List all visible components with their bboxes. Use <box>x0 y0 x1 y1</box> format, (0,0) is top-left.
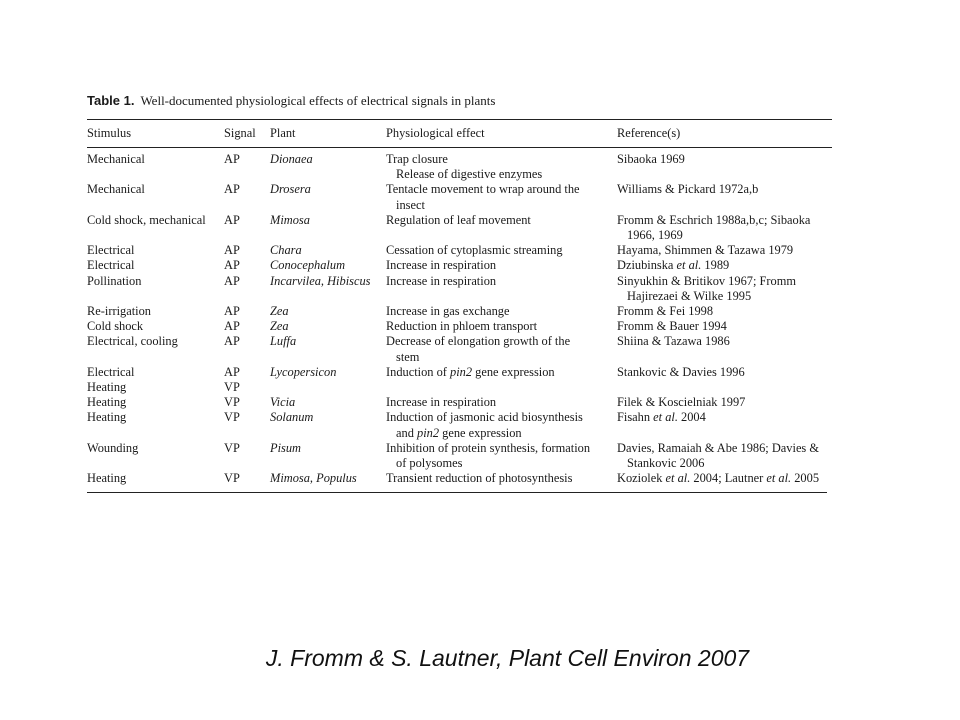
table-row <box>87 243 832 258</box>
cell-reference <box>617 441 832 471</box>
cell-reference-line: Fromm & Eschrich 1988a,b,c; Sibaoka <box>617 212 811 227</box>
cell-effect <box>386 152 617 182</box>
header-signal: Signal <box>224 126 256 140</box>
cell-signal: AP <box>224 152 240 166</box>
cell-reference-line: Fromm & Bauer 1994 <box>617 319 727 334</box>
cell-plant: Zea <box>270 319 289 334</box>
cell-effect <box>386 213 617 243</box>
table-row <box>87 152 832 182</box>
cell-reference-line: Filek & Koscielniak 1997 <box>617 395 746 410</box>
cell-effect-line: Reduction in phloem transport <box>386 319 538 334</box>
cell-plant <box>270 380 386 395</box>
cell-effect-line: Increase in respiration <box>386 395 497 410</box>
cell-reference <box>617 380 832 395</box>
table-row <box>87 258 832 273</box>
cell-plant: Mimosa <box>270 212 310 227</box>
cell-effect-line: Increase in respiration <box>386 273 497 288</box>
cell-effect <box>386 274 617 304</box>
cell-reference <box>617 410 832 440</box>
header-reference: Reference(s) <box>617 126 681 140</box>
cell-signal: AP <box>224 243 240 258</box>
cell-effect <box>386 334 617 364</box>
cell-plant: Lycopersicon <box>270 364 337 379</box>
cell-stimulus: Electrical <box>87 258 135 273</box>
cell-reference <box>617 334 832 364</box>
cell-reference-line: Fromm & Fei 1998 <box>617 304 714 319</box>
cell-plant: Chara <box>270 243 302 258</box>
cell-stimulus: Wounding <box>87 440 139 455</box>
cell-effect-line: stem <box>396 349 420 364</box>
cell-effect-line: Inhibition of protein synthesis, formation <box>386 440 591 455</box>
header-effect: Physiological effect <box>386 126 485 140</box>
table-row <box>87 395 832 410</box>
table-caption <box>87 92 832 110</box>
table-row <box>87 304 832 319</box>
cell-effect-line: Tentacle movement to wrap around the <box>386 182 580 197</box>
cell-reference <box>617 243 832 258</box>
cell-effect-line: Regulation of leaf movement <box>386 212 531 227</box>
cell-stimulus: Heating <box>87 395 127 410</box>
header-stimulus: Stimulus <box>87 126 132 140</box>
table-row <box>87 410 832 440</box>
table-row <box>87 365 832 380</box>
table-body <box>87 148 832 492</box>
cell-signal: VP <box>224 440 240 455</box>
cell-signal: AP <box>224 364 240 379</box>
cell-effect-line: Increase in respiration <box>386 258 497 273</box>
table-row <box>87 182 832 212</box>
cell-plant: Mimosa, Populus <box>270 471 357 486</box>
cell-signal: AP <box>224 182 240 197</box>
table-row <box>87 334 832 364</box>
cell-effect-line: Trap closure <box>386 152 448 166</box>
cell-plant: Incarvilea, Hibiscus <box>270 273 371 288</box>
cell-reference-line: Stankovic 2006 <box>627 456 705 471</box>
cell-plant: Zea <box>270 304 289 319</box>
cell-effect <box>386 365 617 380</box>
cell-plant: Vicia <box>270 395 296 410</box>
cell-effect-line: Induction of jasmonic acid biosynthesis <box>386 410 583 425</box>
cell-signal: AP <box>224 304 240 319</box>
cell-effect-line: Increase in gas exchange <box>386 304 510 319</box>
cell-reference-line: Koziolek et al. 2004; Lautner et al. 2005 <box>617 471 820 486</box>
cell-plant: Pisum <box>270 440 301 455</box>
cell-effect <box>386 395 617 410</box>
cell-reference <box>617 319 832 334</box>
cell-stimulus: Heating <box>87 380 127 395</box>
table-bottom-rule <box>87 492 827 493</box>
cell-reference-line <box>617 380 832 395</box>
cell-effect-line <box>386 380 617 395</box>
table-title: Well-documented physiological effects of electrical signals in plants <box>140 93 496 108</box>
cell-reference-line: Davies, Ramaiah & Abe 1986; Davies & <box>617 440 819 455</box>
cell-signal: VP <box>224 395 240 410</box>
cell-effect <box>386 243 617 258</box>
cell-plant: Drosera <box>270 182 311 197</box>
cell-plant: Solanum <box>270 410 314 425</box>
cell-stimulus: Cold shock <box>87 319 144 334</box>
cell-effect <box>386 441 617 471</box>
cell-reference <box>617 182 832 212</box>
cell-signal: AP <box>224 212 240 227</box>
cell-reference-line: Sinyukhin & Britikov 1967; Fromm <box>617 273 796 288</box>
cell-effect-line: and pin2 gene expression <box>396 425 522 440</box>
table-row <box>87 274 832 304</box>
cell-reference <box>617 152 832 182</box>
cell-stimulus: Heating <box>87 410 127 425</box>
citation: J. Fromm & S. Lautner, Plant Cell Environ 2007 <box>265 645 750 671</box>
cell-stimulus: Cold shock, mechanical <box>87 212 206 227</box>
cell-signal: VP <box>224 410 240 425</box>
cell-signal: VP <box>224 380 240 395</box>
cell-effect <box>386 182 617 212</box>
cell-effect <box>386 471 617 486</box>
cell-reference-line: Dziubinska et al. 1989 <box>617 258 730 273</box>
cell-reference <box>617 213 832 243</box>
cell-plant: Dionaea <box>270 152 313 166</box>
cell-reference-line: Shiina & Tazawa 1986 <box>617 334 730 349</box>
table-header-row <box>87 120 832 147</box>
cell-effect-line: Induction of pin2 gene expression <box>386 364 555 379</box>
table-label: Table 1. <box>87 93 135 108</box>
table-row <box>87 213 832 243</box>
cell-stimulus: Mechanical <box>87 152 145 166</box>
cell-stimulus: Mechanical <box>87 182 145 197</box>
cell-reference-line: Stankovic & Davies 1996 <box>617 364 745 379</box>
cell-reference <box>617 365 832 380</box>
cell-signal: AP <box>224 319 240 334</box>
cell-plant: Conocephalum <box>270 258 346 273</box>
table-row <box>87 441 832 471</box>
cell-reference-line: Williams & Pickard 1972a,b <box>617 182 759 197</box>
cell-effect <box>386 380 617 395</box>
cell-reference <box>617 304 832 319</box>
cell-signal: AP <box>224 334 240 349</box>
cell-reference <box>617 274 832 304</box>
cell-reference-line: Hajirezaei & Wilke 1995 <box>627 288 752 303</box>
cell-reference <box>617 395 832 410</box>
table-row <box>87 319 832 334</box>
cell-reference <box>617 471 832 486</box>
cell-effect <box>386 304 617 319</box>
cell-effect <box>386 319 617 334</box>
cell-effect-line: Cessation of cytoplasmic streaming <box>386 243 563 258</box>
cell-effect-line: Transient reduction of photosynthesis <box>386 471 573 486</box>
header-plant: Plant <box>270 126 296 140</box>
cell-reference-line: Sibaoka 1969 <box>617 152 685 166</box>
cell-stimulus: Pollination <box>87 273 142 288</box>
cell-reference-line: Hayama, Shimmen & Tazawa 1979 <box>617 243 794 258</box>
cell-stimulus: Electrical, cooling <box>87 334 178 349</box>
cell-signal: AP <box>224 273 240 288</box>
table-row <box>87 471 832 486</box>
cell-effect <box>386 258 617 273</box>
cell-stimulus: Heating <box>87 471 127 486</box>
cell-effect-line: Release of digestive enzymes <box>396 167 543 182</box>
cell-stimulus: Electrical <box>87 243 135 258</box>
cell-effect-line: insect <box>396 197 425 212</box>
cell-stimulus: Re-irrigation <box>87 304 151 319</box>
cell-reference <box>617 258 832 273</box>
cell-effect-line: Decrease of elongation growth of the <box>386 334 571 349</box>
cell-plant: Luffa <box>270 334 297 349</box>
cell-effect <box>386 410 617 440</box>
cell-signal: AP <box>224 258 240 273</box>
cell-signal: VP <box>224 471 240 486</box>
cell-reference-line: 1966, 1969 <box>627 228 683 243</box>
cell-effect-line: of polysomes <box>396 456 463 471</box>
cell-stimulus: Electrical <box>87 364 135 379</box>
table-container <box>87 92 832 493</box>
table-row <box>87 380 832 395</box>
cell-reference-line: Fisahn et al. 2004 <box>617 410 706 425</box>
